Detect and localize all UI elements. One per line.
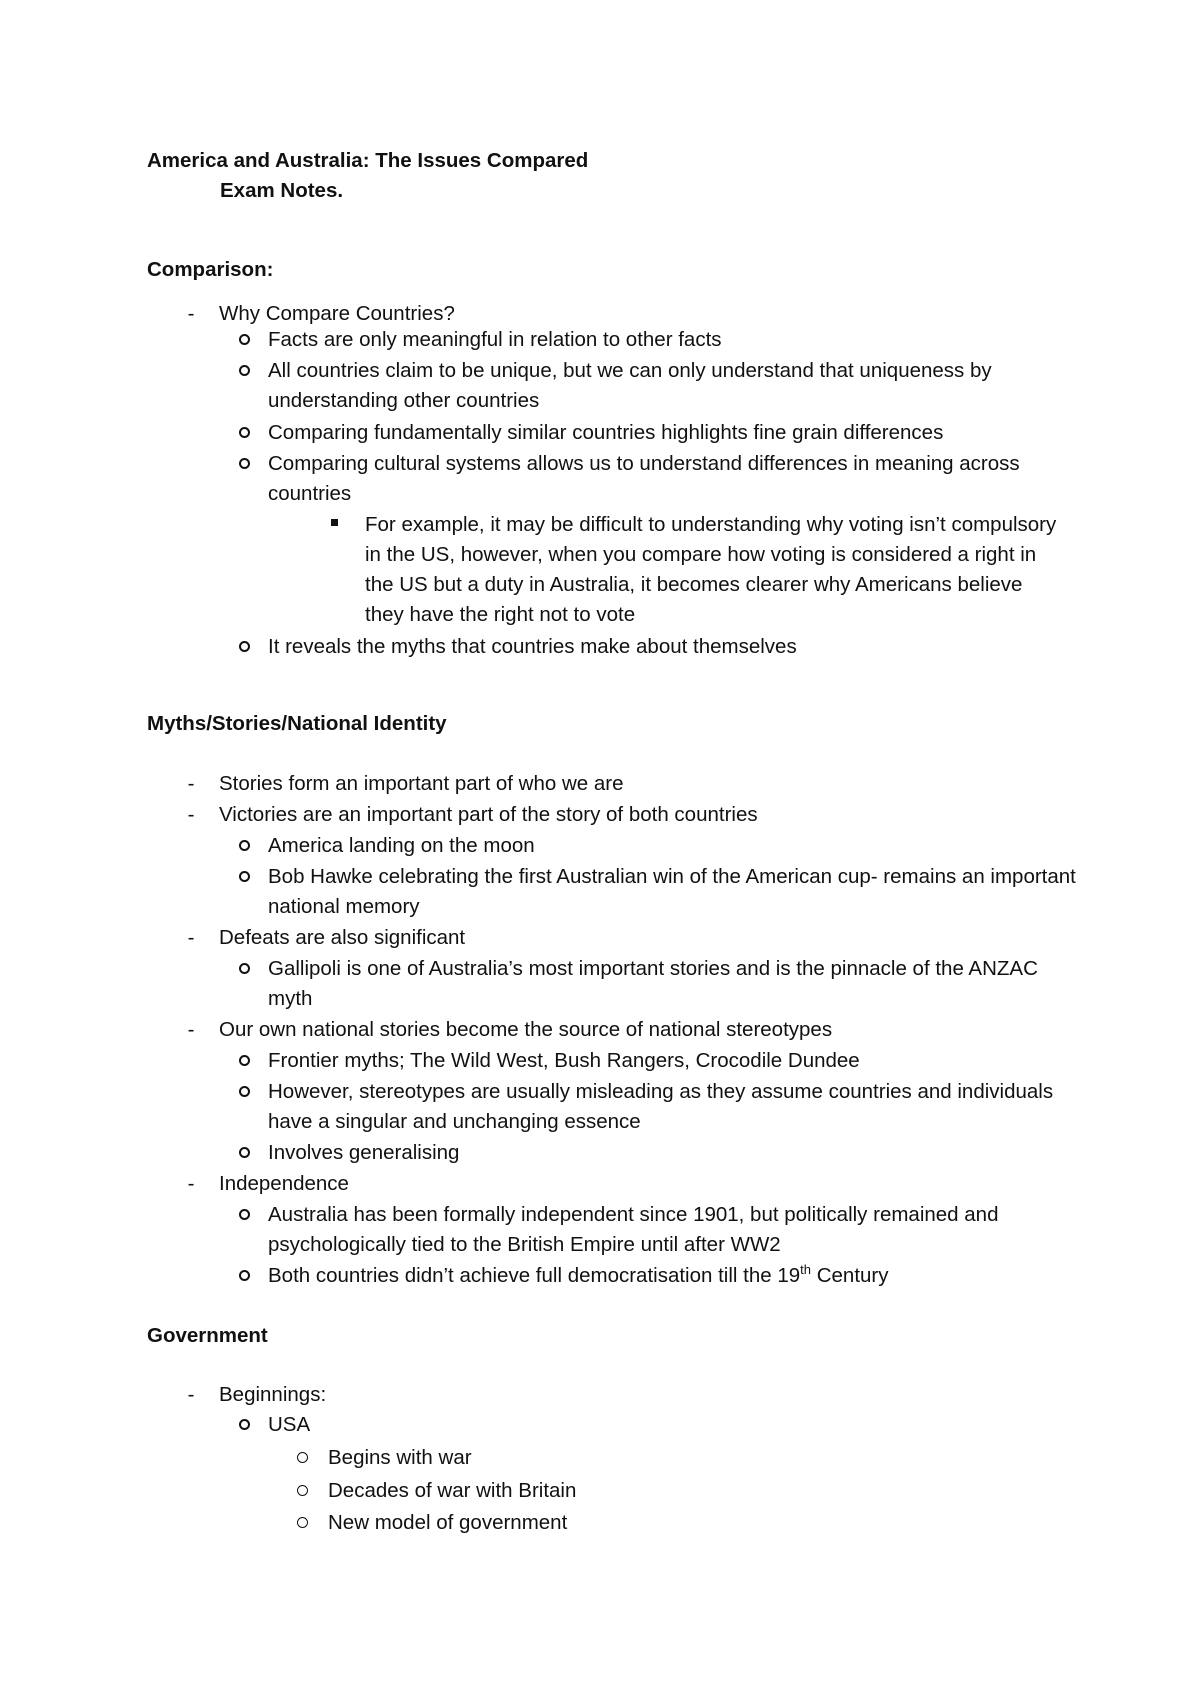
list-item: USA (268, 1410, 1078, 1440)
hollow-circle-bullet-icon (294, 1443, 310, 1473)
list-item: Decades of war with Britain (328, 1476, 1068, 1506)
list-item: New model of government (328, 1508, 1068, 1538)
circle-bullet-icon (236, 1410, 252, 1440)
dash-bullet-icon: - (187, 926, 195, 949)
list-item: All countries claim to be unique, but we can only understand that uniqueness by understanding other countries (268, 356, 1078, 416)
circle-bullet-icon (236, 1046, 252, 1076)
circle-bullet-icon (236, 954, 252, 984)
circle-bullet-icon (236, 862, 252, 892)
circle-bullet-icon (236, 1077, 252, 1107)
list-item: - Defeats are also significant (219, 923, 1079, 953)
list-item: For example, it may be difficult to understanding why voting isn’t compulsory in the US, however, when you compare how voting is considered a right in the US but a duty in Australia, it becomes clearer why Americans believe they have the right not to vote (365, 510, 1065, 630)
circle-bullet-icon (236, 1200, 252, 1230)
list-item: - Independence (219, 1169, 1079, 1199)
document-title: America and Australia: The Issues Compared (147, 149, 589, 172)
dash-bullet-icon: - (187, 772, 195, 795)
list-item: Comparing cultural systems allows us to understand differences in meaning across countries (268, 449, 1078, 509)
list-item: However, stereotypes are usually misleading as they assume countries and individuals have a singular and unchanging essence (268, 1077, 1078, 1137)
hollow-circle-bullet-icon (294, 1476, 310, 1506)
dash-bullet-icon: - (187, 1383, 195, 1406)
list-item: It reveals the myths that countries make about themselves (268, 632, 1078, 662)
dash-bullet-icon: - (187, 1172, 195, 1195)
list-item: Australia has been formally independent since 1901, but politically remained and psychologically tied to the British Empire until after WW2 (268, 1200, 1078, 1260)
heading-government: Government (147, 1324, 268, 1347)
list-item: Gallipoli is one of Australia’s most important stories and is the pinnacle of the ANZAC myth (268, 954, 1078, 1014)
hollow-circle-bullet-icon (294, 1508, 310, 1538)
heading-comparison: Comparison: (147, 258, 274, 281)
list-item: Both countries didn’t achieve full democratisation till the 19th Century (268, 1261, 1078, 1291)
circle-bullet-icon (236, 449, 252, 479)
circle-bullet-icon (236, 356, 252, 386)
heading-myths: Myths/Stories/National Identity (147, 712, 447, 735)
list-item: - Victories are an important part of the story of both countries (219, 800, 1079, 830)
list-item: - Stories form an important part of who we are (219, 769, 1079, 799)
list-item: Facts are only meaningful in relation to other facts (268, 325, 1078, 355)
list-item: Comparing fundamentally similar countries highlights fine grain differences (268, 418, 1078, 448)
circle-bullet-icon (236, 632, 252, 662)
list-item: America landing on the moon (268, 831, 1078, 861)
list-item: Frontier myths; The Wild West, Bush Rangers, Crocodile Dundee (268, 1046, 1078, 1076)
list-item: Involves generalising (268, 1138, 1078, 1168)
dash-bullet-icon: - (187, 1018, 195, 1041)
dash-bullet-icon: - (187, 302, 195, 325)
document-subtitle: Exam Notes. (220, 179, 344, 202)
dash-bullet-icon: - (187, 803, 195, 826)
list-item: - Beginnings: (219, 1380, 1079, 1410)
circle-bullet-icon (236, 1261, 252, 1291)
circle-bullet-icon (236, 325, 252, 355)
circle-bullet-icon (236, 1138, 252, 1168)
circle-bullet-icon (236, 418, 252, 448)
circle-bullet-icon (236, 831, 252, 861)
list-item: Bob Hawke celebrating the first Australian win of the American cup- remains an important national memory (268, 862, 1078, 922)
list-item: Begins with war (328, 1443, 1068, 1473)
list-item: - Our own national stories become the source of national stereotypes (219, 1015, 1079, 1045)
list-item: - Why Compare Countries? (219, 299, 1079, 329)
square-bullet-icon (327, 510, 341, 540)
